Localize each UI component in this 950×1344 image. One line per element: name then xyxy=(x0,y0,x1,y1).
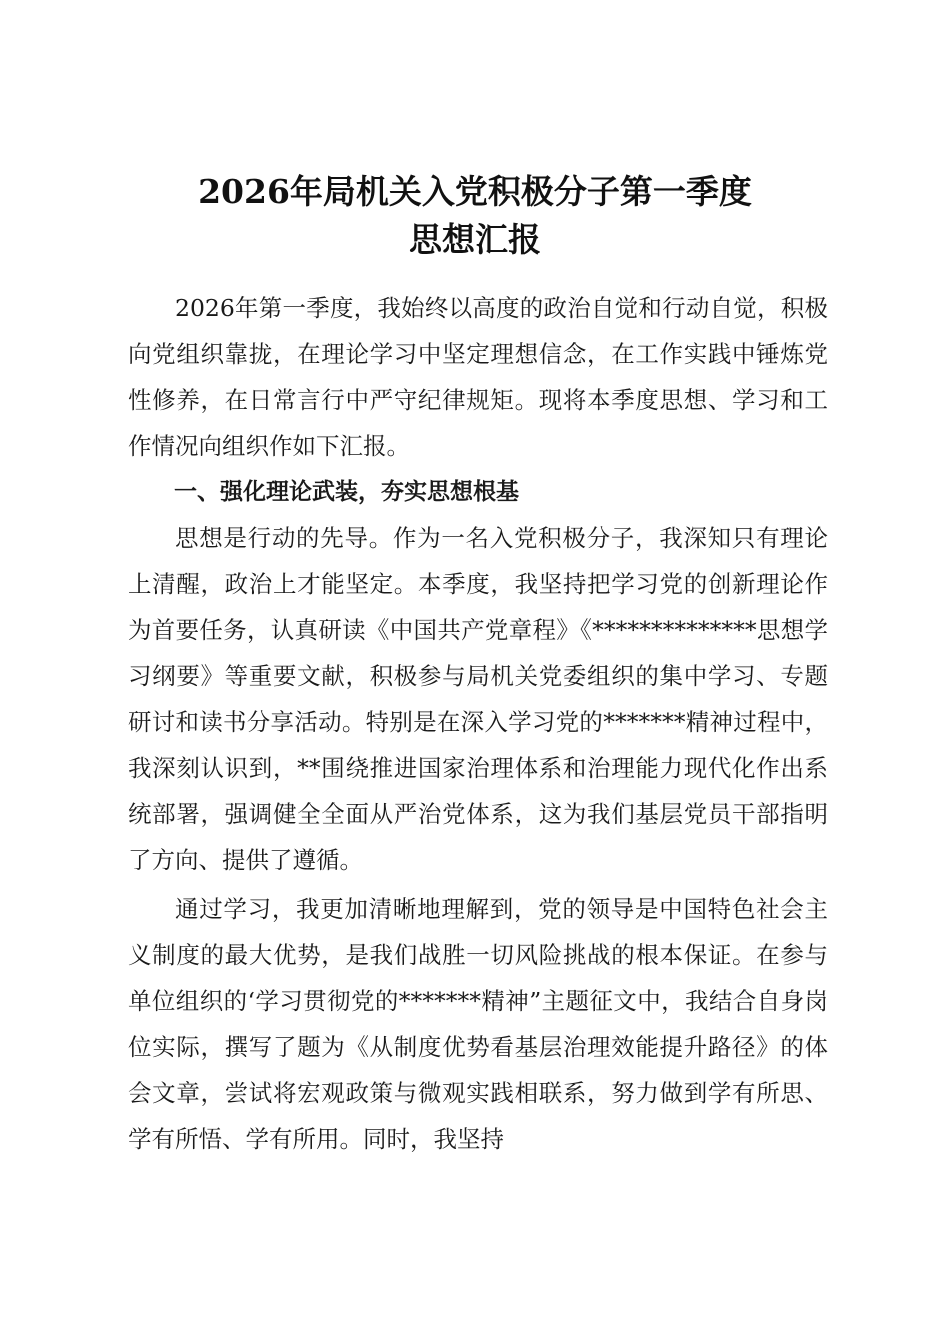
document-body xyxy=(128,285,828,1162)
section1-paragraph-1: 思想是行动的先导。作为一名入党积极分子，我深知只有理论上清醒，政治上才能坚定。本季度，我坚持把学习党的创新理论作为首要任务，认真研读《中国共产党章程》《**************思想学习纲要》等重要文献，积极参与局机关党委组织的集中学习、专题研讨和读书分享活动。特别是在深入学习党的*******精神过程中，我深刻认识到，**围绕推进国家治理体系和治理能力现代化作出系统部署，强调健全全面从严治党体系，这为我们基层党员干部指明了方向、提供了遵循。 xyxy=(128,524,828,874)
section1-paragraph-2: 通过学习，我更加清晰地理解到，党的领导是中国特色社会主义制度的最大优势，是我们战胜一切风险挑战的根本保证。在参与单位组织的‘学习贯彻党的*******精神”主题征文中，我结合自身岗位实际，撰写了题为《从制度优势看基层治理效能提升路径》的体会文章，尝试将宏观政策与微观实践相联系，努力做到学有所思、学有所悟、学有所用。同时，我坚持 xyxy=(128,895,828,1153)
document-title-line2: 思想汇报 xyxy=(409,220,541,259)
section1-heading: 一、强化理论武装，夯实思想根基 xyxy=(174,479,519,505)
intro-paragraph: 2026年第一季度，我始终以高度的政治自觉和行动自觉，积极向党组织靠拢，在理论学习中坚定理想信念，在工作实践中锤炼党性修养，在日常言行中严守纪律规矩。现将本季度思想、学习和工作情况向组织作如下汇报。 xyxy=(128,294,828,460)
document-title-line1: 2026年局机关入党积极分子第一季度 xyxy=(198,172,752,211)
